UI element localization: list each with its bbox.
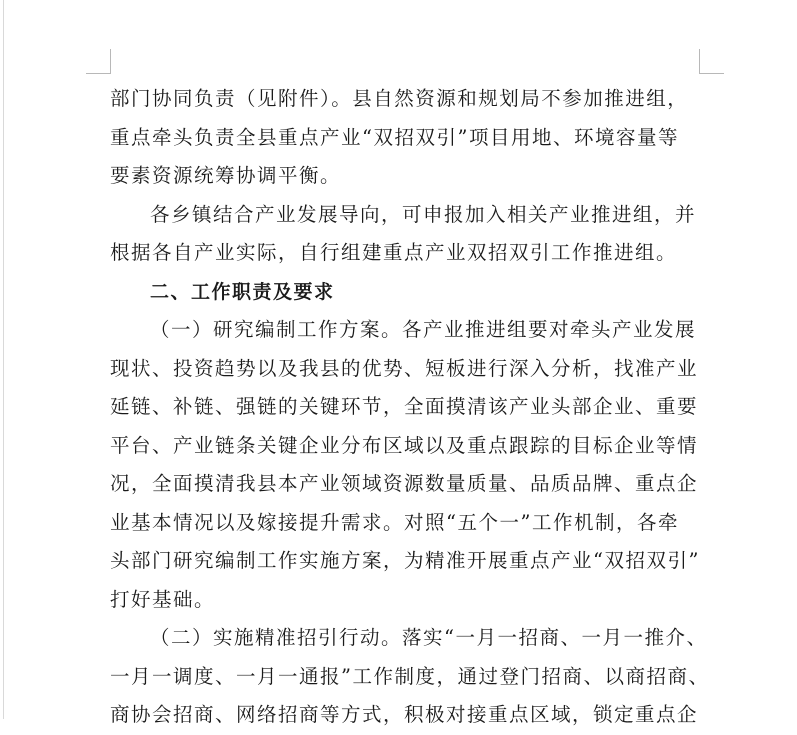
crop-mark-top-right <box>699 49 724 74</box>
paragraph-line: 业基本情况以及嫁接提升需求。对照“五个一”工作机制，各牵 <box>110 510 679 534</box>
paragraph-line: 延链、补链、强链的关键环节，全面摸清该产业头部企业、重要 <box>110 395 699 418</box>
paragraph-first-line: （二）实施精准招引行动。落实“一月一招商、一月一推介、 <box>150 626 708 649</box>
paragraph-line: 一月一调度、一月一通报”工作制度，通过登门招商、以商招商、 <box>110 664 710 688</box>
paragraph-line: 根据各自产业实际，自行组建重点产业双招双引工作推进组。 <box>110 241 678 264</box>
paragraph-line: 部门协同负责（见附件）。县自然资源和规划局不参加推进组， <box>110 87 689 110</box>
page-left-edge <box>3 0 4 719</box>
paragraph-line: 头部门研究编制工作实施方案，为精准开展重点产业“双招双引” <box>110 549 700 572</box>
paragraph-line: 平台、产业链条关键企业分布区域以及重点跟踪的目标企业等情 <box>110 433 699 457</box>
paragraph-line: 商协会招商、网络招商等方式，积极对接重点区域，锁定重点企 <box>110 703 699 726</box>
section-heading: 二、工作职责及要求 <box>150 280 335 303</box>
crop-mark-top-left <box>86 49 111 74</box>
paragraph-first-line: （一）研究编制工作方案。各产业推进组要对牵头产业发展 <box>150 318 697 341</box>
paragraph-line: 现状、投资趋势以及我县的优势、短板进行深入分析，找准产业 <box>110 356 699 380</box>
paragraph-line: 打好基础。 <box>110 587 216 611</box>
paragraph-line: 要素资源统筹协调平衡。 <box>110 164 342 187</box>
document-body[interactable] <box>110 80 710 735</box>
paragraph-line: 重点牵头负责全县重点产业“双招双引”项目用地、环境容量等 <box>110 125 679 149</box>
paragraph-first-line: 各乡镇结合产业发展导向，可申报加入相关产业推进组，并 <box>150 202 697 226</box>
paragraph-line: 况，全面摸清我县本产业领域资源数量质量、品质品牌、重点企 <box>110 472 699 495</box>
